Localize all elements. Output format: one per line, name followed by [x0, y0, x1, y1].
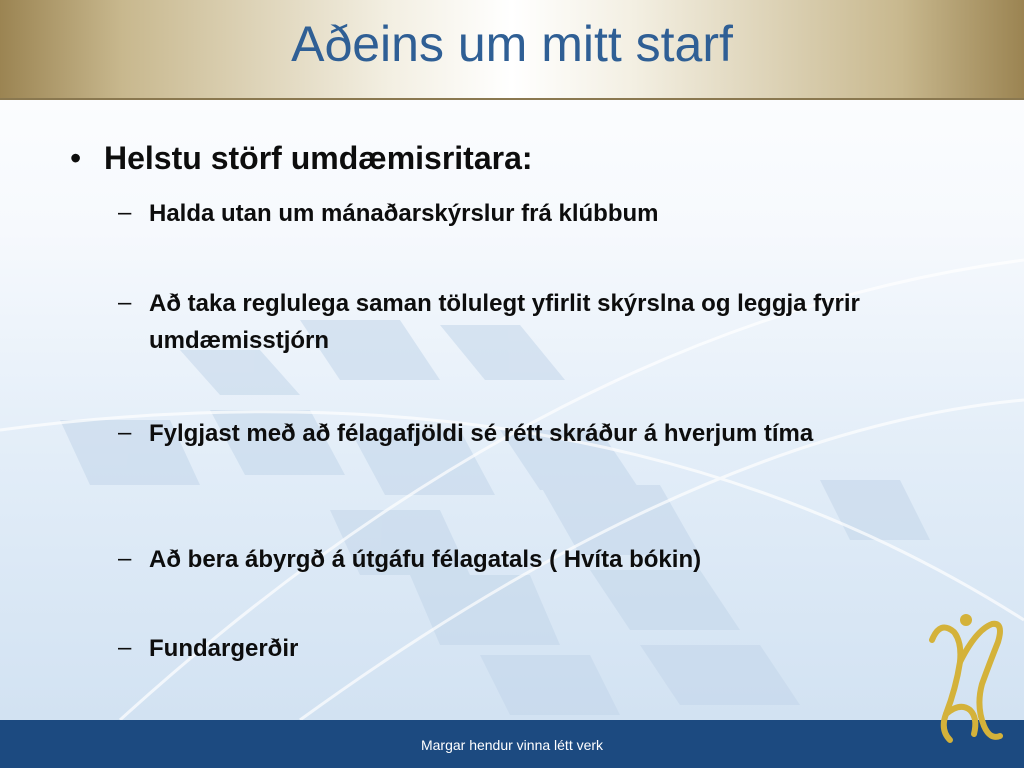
dash-marker: –: [118, 419, 132, 446]
dash-marker: –: [118, 199, 132, 226]
main-bullet: Helstu störf umdæmisritara:: [104, 140, 533, 176]
footer-slogan: Margar hendur vinna létt verk: [420, 737, 604, 753]
dash-marker: –: [118, 634, 132, 661]
sub-item: Fundargerðir: [149, 635, 299, 662]
y-men-logo-icon: [920, 610, 1010, 750]
bullet-marker: •: [70, 140, 82, 176]
sub-item: Að taka reglulega saman tölulegt yfirlit skýrslna og leggja fyrir umdæmisstjórn: [149, 290, 860, 354]
slide-title: Aðeins um mitt starf: [291, 16, 733, 72]
dash-marker: –: [118, 545, 132, 572]
dash-marker: –: [118, 289, 132, 316]
sub-item: Halda utan um mánaðarskýrslur frá klúbbum: [149, 200, 659, 227]
sub-item: Að bera ábyrgð á útgáfu félagatals ( Hvíta bókin): [149, 546, 702, 573]
sub-item: Fylgjast með að félagafjöldi sé rétt skráður á hverjum tíma: [149, 420, 814, 447]
